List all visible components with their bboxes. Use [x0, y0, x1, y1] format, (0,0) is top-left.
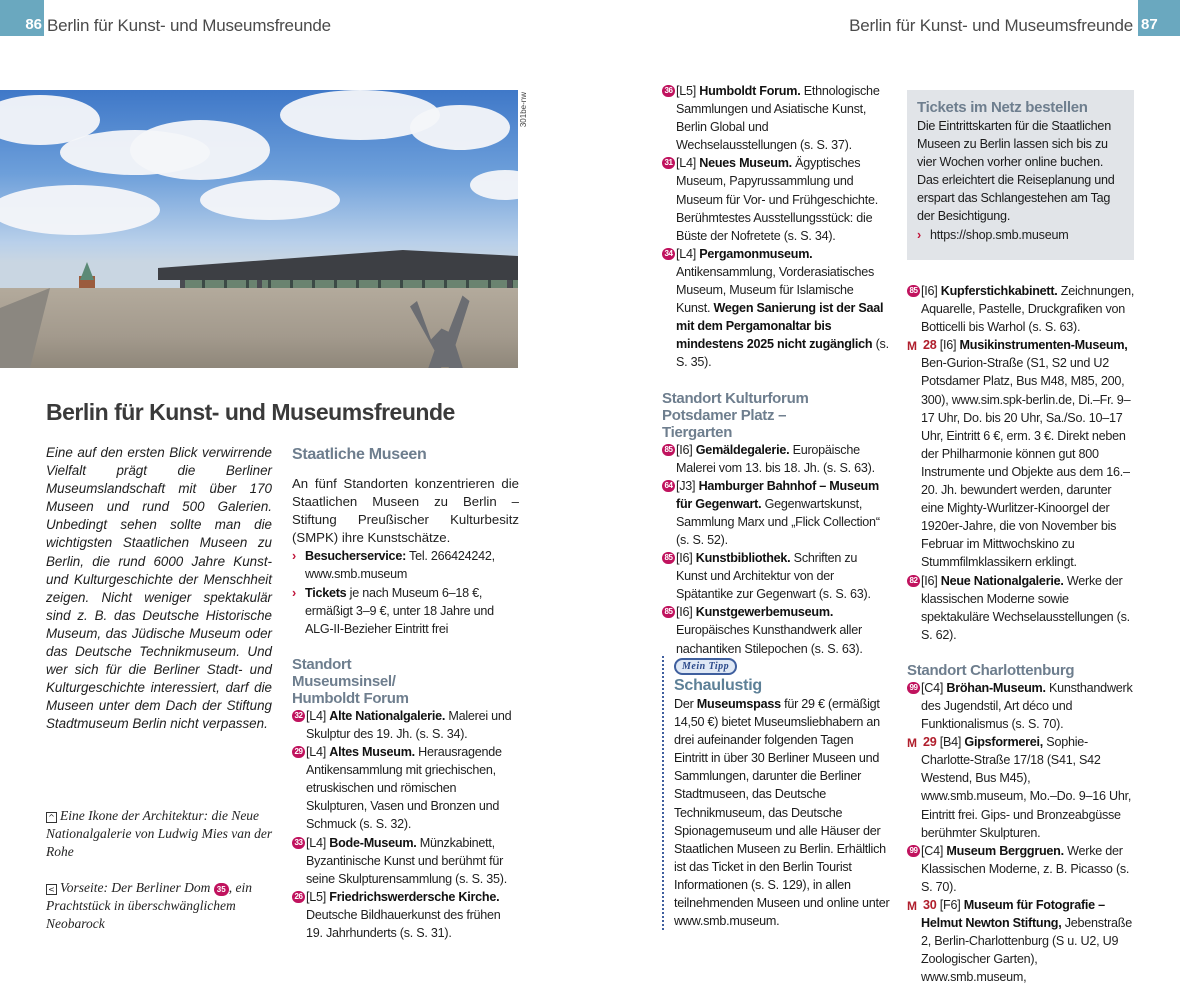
- list-item: 99 [C4] Museum Berggruen. Werke der Klassischen Moderne, z. B. Picasso (s. S. 70).: [907, 842, 1135, 896]
- map-badge: 64: [662, 480, 675, 492]
- list-item: 82 [I6] Neue Nationalgalerie. Werke der klassischen Moderne sowie spektakuläre Wechselausstellungen (s. S. 62).: [907, 572, 1135, 644]
- info-box-text: Die Eintrittskarten für die Staatlichen Museen zu Berlin lassen sich bis zu vier Wochen vorher online buchen. Das erleichtert die Reiseplanung und erspart das Schlangestehen am Tag der Besichtigung.: [917, 119, 1115, 224]
- column-staatliche-museen: [292, 446, 519, 942]
- chevron-right-icon: ›: [292, 549, 296, 564]
- staatliche-lead: An fünf Standorten konzentrieren die Staatlichen Museen zu Berlin – Stiftung Preußischer Kulturbesitz (SMPK) ihre Kunstschätze.: [292, 476, 519, 546]
- shop-link[interactable]: https://shop.smb.museum: [930, 227, 1069, 242]
- list-item: 85 [I6] Kunstgewerbemuseum. Europäisches Kunsthandwerk aller nachantiken Stilepochen (s. S. 63).: [662, 603, 890, 657]
- page-number-right: 87: [1138, 0, 1180, 36]
- column-kulturforum-charlottenburg: [907, 282, 1135, 986]
- map-badge: 36: [662, 85, 675, 97]
- shop-link-row: [917, 226, 1124, 244]
- previous-page-caption: < Vorseite: Der Berliner Dom 35 , ein Prachtstück in überschwänglichem Neobarock: [46, 880, 252, 932]
- map-badge: 35: [214, 883, 229, 896]
- list-item: 64 [J3] Hamburger Bahnhof – Museum für Gegenwart. Gegenwartskunst, Sammlung Marx und „Flick Collection“ (s. S. 52).: [662, 477, 890, 549]
- map-badge: 32: [292, 710, 305, 722]
- bullet-besucherservice: › Besucherservice: Tel. 266424242, www.smb.museum: [292, 549, 495, 582]
- map-badge: 29: [292, 746, 305, 758]
- list-item: 85 [I6] Kupferstichkabinett. Zeichnungen, Aquarelle, Pastelle, Druckgrafiken von Botticelli bis Warhol (s. S. 63).: [907, 282, 1135, 336]
- map-badge: 99: [907, 845, 920, 857]
- arrow-left-icon: <: [46, 884, 57, 895]
- neue-nationalgalerie-photo: [0, 90, 518, 368]
- photo-credit: 301be-nw: [519, 92, 528, 128]
- mein-tipp-badge: Mein Tipp: [674, 658, 737, 675]
- museum-icon: M: [907, 736, 917, 751]
- info-box-heading: Tickets im Netz bestellen: [917, 99, 1088, 116]
- list-item: 31 [L4] Neues Museum. Ägyptisches Museum, Papyrussammlung und Museum für Vor- und Frühgeschichte. Berühmtestes Ausstellungsstück: die Büste der Nofretete (s. S. 34).: [662, 154, 890, 244]
- section-heading-staatliche-museen: Staatliche Museen: [292, 446, 427, 463]
- map-badge: 85: [662, 606, 675, 618]
- arrow-up-icon: ^: [46, 812, 57, 823]
- list-item: 29 [L4] Altes Museum. Herausragende Antikensammlung mit griechischen, etruskischen und römischen Skulpturen, Vasen und Bronzen und Schmuck (s. S. 32).: [292, 743, 519, 833]
- section-heading-charlottenburg: Standort Charlottenburg: [907, 661, 1075, 679]
- bullet-tickets: › Tickets je nach Museum 6–18 €, ermäßigt 3–9 €, unter 18 Jahre und ALG-II-Bezieher Eintritt frei: [292, 585, 494, 636]
- chevron-right-icon: ›: [917, 227, 921, 242]
- list-item: 85 [I6] Kunstbibliothek. Schriften zu Kunst und Architektur von der Spätantike zur Gegenwart (s. S. 63).: [662, 549, 890, 603]
- chapter-title: Berlin für Kunst- und Museumsfreunde: [46, 399, 455, 425]
- map-badge: 82: [907, 575, 920, 587]
- map-badge: 31: [662, 157, 675, 169]
- museum-icon: M: [907, 899, 917, 913]
- column-museumsinsel-continued: [662, 82, 890, 658]
- tip-title: Schaulustig: [674, 677, 762, 694]
- map-badge: 85: [662, 552, 675, 564]
- page-number-left: 86: [0, 0, 44, 36]
- list-item: M 30 [F6] Museum für Fotografie – Helmut Newton Stiftung, Jebenstraße 2, Berlin-Charlottenburg (S u. U2, U9 Zoologischer Garten), www.smb.museum,: [907, 898, 1132, 985]
- running-head-right: Berlin für Kunst- und Museumsfreunde: [849, 16, 1133, 35]
- map-badge: 33: [292, 837, 305, 849]
- section-heading-museumsinsel: Standort Museumsinsel/ Humboldt Forum: [292, 655, 409, 707]
- list-item: 33 [L4] Bode-Museum. Münzkabinett, Byzantinische Kunst und berühmt für seine Skulpturensammlung (s. S. 35).: [292, 834, 519, 888]
- photo-caption: ^ Eine Ikone der Architektur: die Neue Nationalgalerie von Ludwig Mies van der Rohe: [46, 808, 273, 860]
- tickets-info-box: [907, 90, 1134, 260]
- list-item: 32 [L4] Alte Nationalgalerie. Malerei und Skulptur des 19. Jh. (s. S. 34).: [292, 707, 519, 743]
- section-heading-kulturforum: Standort Kulturforum Potsdamer Platz – Tiergarten: [662, 389, 809, 441]
- running-head-left: Berlin für Kunst- und Museumsfreunde: [47, 16, 331, 35]
- tip-text: Der Museumspass für 29 € (ermäßigt 14,50 €) bietet Museumsliebhabern an drei aufeinander folgenden Tagen Eintritt in über 30 Berliner Museen und Sammlungen, darunter die Berliner Stadtmuseen, das Deutsche Technikmuseum, das Deutsche Spionagemuseum und alle Häuser der Staatlichen Museen zu Berlin. Erhältlich ist das Ticket in den Berlin Tourist Informationen (s. S. 129), in allen teilnehmenden Museen und online unter www.smb.museum.: [674, 697, 890, 929]
- chevron-right-icon: ›: [292, 585, 296, 600]
- list-item: 36 [L5] Humboldt Forum. Ethnologische Sammlungen und Asiatische Kunst, Berlin Global und Wechselausstellungen (s. S. 37).: [662, 82, 890, 154]
- intro-paragraph: Eine auf den ersten Blick verwirrende Vielfalt prägt die Berliner Museumslandschaft mit über 170 Museen und rund 500 Galerien. Unbedingt sehen sollte man die wichtigsten Staatlichen Museen zu Berlin, die rund 6000 Jahre Kunst- und Kulturgeschichte der Menschheit zeigen. Nicht weniger spektakulär sind z. B. das Deutsche Historische Museum, das Jüdische Museum oder das Deutsche Technikmuseum. Und wer sich für die Berliner Stadt- und Kulturgeschichte interessiert, darf die Museen unter dem Dach der Stiftung Stadtmuseum Berlin nicht verpassen.: [46, 445, 272, 732]
- map-badge: 85: [662, 444, 675, 456]
- list-item: M 29 [B4] Gipsformerei, Sophie-Charlotte-Straße 17/18 (S41, S42 Westend, Bus M45), www.smb.museum, Mo.–Do. 9–16 Uhr, Eintritt frei. Gips- und Bronzeabgüsse berühmter Skulpturen.: [907, 735, 1132, 840]
- map-badge: 26: [292, 891, 305, 903]
- list-item: 26 [L5] Friedrichswerdersche Kirche. Deutsche Bildhauerkunst des frühen 19. Jahrhunderts (s. S. 31).: [292, 888, 519, 942]
- map-badge: 85: [907, 285, 920, 297]
- list-item: M 28 [I6] Musikinstrumenten-Museum, Ben-Gurion-Straße (S1, S2 und U2 Potsdamer Platz, Bus M48, M85, 200, 300), www.sim.spk-berlin.de, Di.–Fr. 9–17 Uhr, Do. bis 20 Uhr, Sa./So. 10–17 Uhr, Eintritt 6 €, erm. 3 €. Direkt neben der Philharmonie können gut 800 Instrumente und Objekte aus dem 16.–20. Jh. bewundert werden, darunter eine Mighty-Wurlitzer-Kinoorgel der 1920er-Jahre, die von November bis Februar im Mittwochskino zu Stummfilmklassikern erklingt.: [907, 338, 1131, 570]
- mein-tipp-box: [662, 656, 890, 930]
- map-badge: 34: [662, 248, 675, 260]
- museum-icon: M: [907, 339, 917, 354]
- list-item: 99 [C4] Bröhan-Museum. Kunsthandwerk des Jugendstil, Art déco und Funktionalismus (s. S. 70).: [907, 679, 1135, 733]
- list-item: 34 [L4] Pergamonmuseum. Antikensammlung, Vorderasiatisches Museum, Museum für Islamische Kunst. Wegen Sanierung ist der Saal mit dem Pergamonaltar bis mindestens 2025 nicht zugänglich (s. S. 35).: [662, 245, 890, 372]
- list-item: 85 [I6] Gemäldegalerie. Europäische Malerei vom 13. bis 18. Jh. (s. S. 63).: [662, 441, 890, 477]
- map-badge: 99: [907, 682, 920, 694]
